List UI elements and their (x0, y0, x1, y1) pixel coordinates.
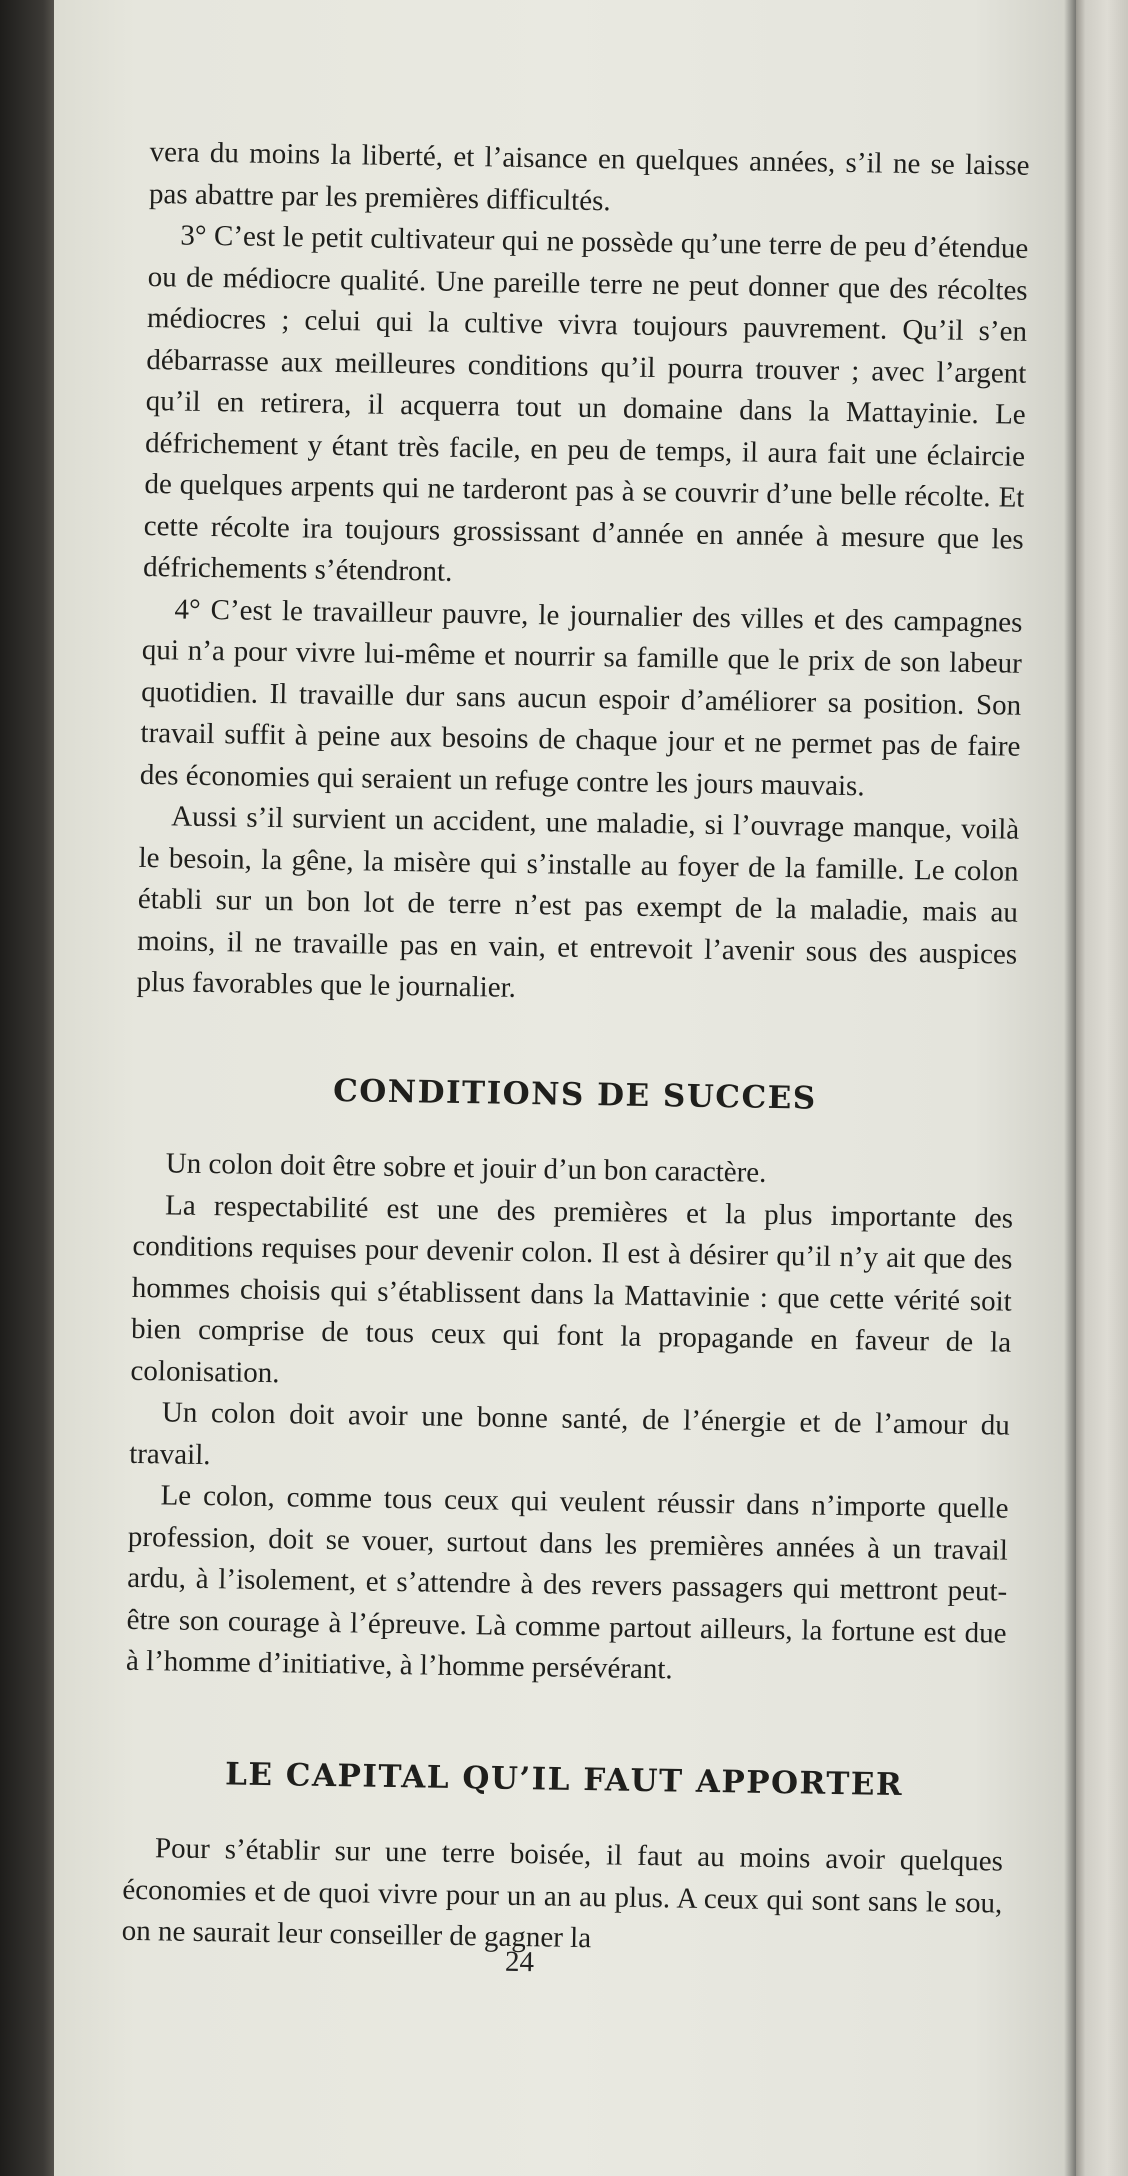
paragraph-point-4: 4° C’est le travailleur pauvre, le journalier des villes et des campagnes qui n’a pour vivre lui-même et nourrir sa famille que le prix de son labeur quotidien. Il travaille dur sans aucun espoir d’améliorer sa position. Son travail suffit à peine aux besoins de chaque jour et ne permet pas de faire des économies qui seraient un refuge contre les jours mauvais. (139, 592, 1023, 802)
paragraph-sobre: Un colon doit être sobre et jouir d’un bon caractère. (165, 1147, 767, 1189)
page-text (121, 132, 1029, 1966)
next-page-edge (1076, 0, 1128, 2176)
heading-conditions-de-succes: CONDITIONS DE SUCCES (332, 1072, 817, 1117)
page-number: 24 (504, 1945, 535, 1979)
paragraph-sante: Un colon doit avoir une bonne santé, de l’énergie et de l’amour du travail. (128, 1396, 1011, 1471)
paragraph-pour-s-etablir: Pour s’établir sur une terre boisée, il faut au moins avoir quelques économies et de quoi vivre pour un an au plus. A ceux qui sont sans le sou, on ne saurait leur conseiller de gagner la (121, 1832, 1004, 1955)
paragraph-aussi: Aussi s’il survient un accident, une maladie, si l’ouvrage manque, voilà le besoin, la gêne, la misère qui s’installe au foyer de la famille. Le colon établi sur un bon lot de terre n’est pas exempt de la maladie, mais au moins, il ne travaille pas en vain, et entrevoit l’avenir sous des auspices plus favorables que le journalier. (136, 800, 1020, 1004)
paragraph-le-colon: Le colon, comme tous ceux qui veulent réussir dans n’importe quelle profession, doit se vouer, surtout dans les premières années à un travail ardu, à l’isolement, et s’attendre à des revers passagers qui mettront peut-être son courage à l’épreuve. Là comme partout ailleurs, la fortune est due à l’homme d’initiative, à l’homme persévérant. (125, 1479, 1009, 1686)
paragraph-point-3: 3° C’est le petit cultivateur qui ne possède qu’une terre de peu d’étendue ou de médiocre qualité. Une pareille terre ne peut donner que des récoltes médiocres ; celui qui la cultive vivra toujours pauvrement. Qu’il s’en débarrasse aux meilleures conditions qu’il pourra trouver ; avec l’argent qu’il en retirera, il acquerra tout un domaine dans la Mattayinie. Le défrichement y étant très facile, en peu de temps, il aura fait une éclaircie de quelques arpents qui ne tarderont pas à se couvrir d’une belle récolte. Et cette récolte ira toujours grossissant d’année en année à mesure que les défrichements s’étendront. (142, 219, 1029, 588)
paragraph-continuation: vera du moins la liberté, et l’aisance en quelques années, s’il ne se laisse pas abattre par les premières difficultés. (148, 135, 1030, 217)
scan-background-left (0, 0, 54, 2176)
heading-le-capital: LE CAPITAL QU’IL FAUT APPORTER (224, 1755, 904, 1803)
paragraph-respectabilite: La respectabilité est une des premières et la plus importante des conditions requises pour devenir colon. Il est à désirer qu’il n’y ait que des hommes choisis qui s’établissent dans la Mattavinie : que cette vérité soit bien comprise de tous ceux qui font la propagande en faveur de la colonisation. (130, 1188, 1014, 1389)
